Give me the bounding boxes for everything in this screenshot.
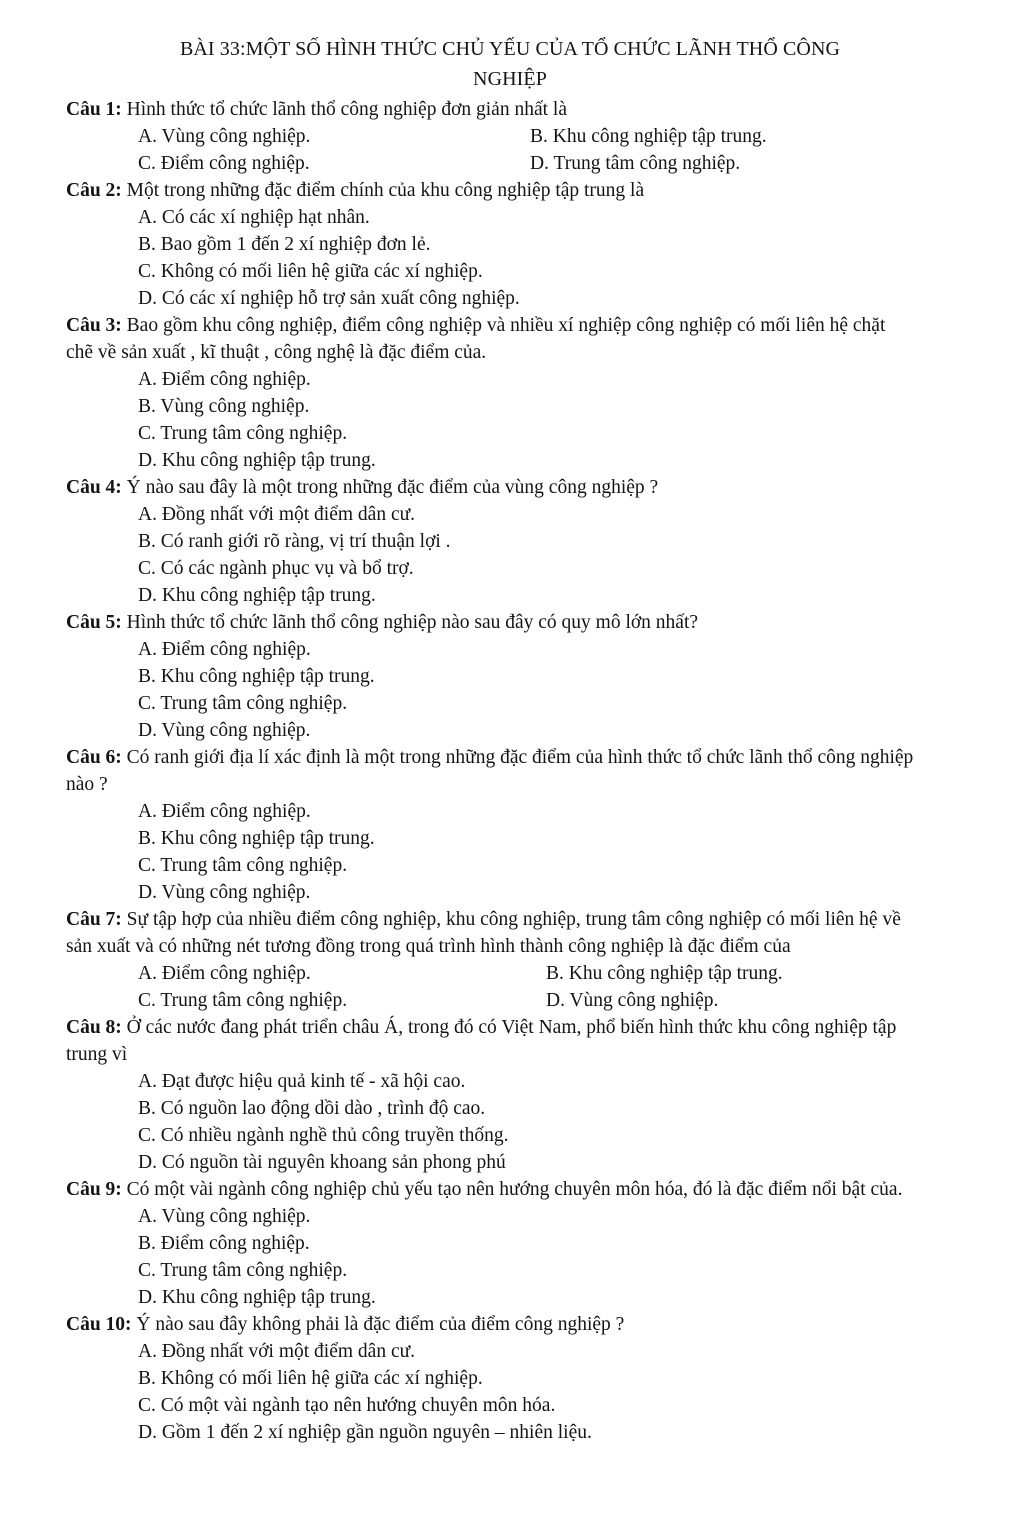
option-d: D. Vùng công nghiệp. — [138, 882, 311, 903]
question-label: Câu 3: — [66, 315, 122, 336]
option-b: B. Khu công nghiệp tập trung. — [546, 963, 783, 984]
option-a: A. Điểm công nghiệp. — [138, 639, 311, 660]
question-label: Câu 2: — [66, 180, 122, 201]
option-b: B. Có nguồn lao động dồi dào , trình độ cao. — [138, 1098, 486, 1119]
question-text: Hình thức tổ chức lãnh thổ công nghiệp nào sau đây có quy mô lớn nhất? — [121, 612, 699, 633]
option-c: C. Điểm công nghiệp. — [138, 153, 310, 174]
option-b: B. Khu công nghiệp tập trung. — [138, 666, 375, 687]
option-b: B. Điểm công nghiệp. — [138, 1233, 310, 1254]
option-b: B. Có ranh giới rõ ràng, vị trí thuận lợi . — [138, 531, 451, 552]
question-9 — [66, 1176, 914, 1311]
option-a: A. Đồng nhất với một điểm dân cư. — [138, 1341, 416, 1362]
question-text: Ý nào sau đây là một trong những đặc điểm của vùng công nghiệp ? — [121, 477, 659, 498]
option-b: B. Bao gồm 1 đến 2 xí nghiệp đơn lẻ. — [138, 234, 431, 255]
option-a: A. Điểm công nghiệp. — [138, 369, 311, 390]
question-stem — [66, 312, 914, 366]
question-stem — [66, 744, 914, 798]
question-3 — [66, 312, 914, 474]
option-c: C. Trung tâm công nghiệp. — [138, 1260, 348, 1281]
question-stem — [66, 96, 914, 123]
question-text: Sự tập hợp của nhiều điểm công nghiệp, khu công nghiệp, trung tâm công nghiệp có mối liên hệ về sản xuất và có những nét tương đồng trong quá trình hình thành công nghiệp là đặc điểm của — [66, 909, 901, 957]
question-stem — [66, 609, 914, 636]
option-d: D. Vùng công nghiệp. — [138, 720, 311, 741]
option-a: A. Vùng công nghiệp. — [138, 1206, 311, 1227]
question-text: Ở các nước đang phát triển châu Á, trong đó có Việt Nam, phổ biến hình thức khu công nghiệp tập trung vì — [66, 1017, 897, 1065]
option-c: C. Có nhiều ngành nghề thủ công truyền thống. — [138, 1125, 509, 1146]
question-stem — [66, 1014, 914, 1068]
question-2 — [66, 177, 914, 312]
option-d: D. Có nguồn tài nguyên khoang sản phong phú — [138, 1152, 506, 1173]
question-label: Câu 7: — [66, 909, 122, 930]
option-d: D. Vùng công nghiệp. — [546, 990, 719, 1011]
option-d: D. Gồm 1 đến 2 xí nghiệp gần nguồn nguyên – nhiên liệu. — [138, 1422, 592, 1443]
question-label: Câu 9: — [66, 1179, 122, 1200]
option-b: B. Không có mối liên hệ giữa các xí nghiệp. — [138, 1368, 483, 1389]
option-c: C. Trung tâm công nghiệp. — [138, 990, 348, 1011]
question-8 — [66, 1014, 914, 1176]
option-a: A. Điểm công nghiệp. — [138, 963, 311, 984]
option-a: A. Đồng nhất với một điểm dân cư. — [138, 504, 416, 525]
question-text: Có ranh giới địa lí xác định là một trong những đặc điểm của hình thức tổ chức lãnh thổ công nghiệp nào ? — [66, 747, 914, 795]
question-text: Có một vài ngành công nghiệp chủ yếu tạo nên hướng chuyên môn hóa, đó là đặc điểm nổi bật của. — [121, 1179, 903, 1200]
option-a: A. Vùng công nghiệp. — [138, 126, 311, 147]
option-d: D. Khu công nghiệp tập trung. — [138, 1287, 376, 1308]
question-7 — [66, 906, 914, 1014]
option-d: D. Trung tâm công nghiệp. — [530, 153, 741, 174]
question-label: Câu 1: — [66, 99, 122, 120]
question-stem — [66, 177, 914, 204]
option-c: C. Trung tâm công nghiệp. — [138, 855, 348, 876]
option-row — [66, 150, 914, 177]
option-b: B. Khu công nghiệp tập trung. — [530, 126, 767, 147]
question-label: Câu 8: — [66, 1017, 122, 1038]
option-c: C. Trung tâm công nghiệp. — [138, 423, 348, 444]
question-text: Hình thức tổ chức lãnh thổ công nghiệp đơn giản nhất là — [121, 99, 567, 120]
option-row — [66, 123, 914, 150]
title-line-2: NGHIỆP — [473, 68, 547, 90]
question-label: Câu 4: — [66, 477, 122, 498]
option-a: A. Điểm công nghiệp. — [138, 801, 311, 822]
question-text: Một trong những đặc điểm chính của khu công nghiệp tập trung là — [121, 180, 645, 201]
option-d: D. Khu công nghiệp tập trung. — [138, 450, 376, 471]
question-text: Ý nào sau đây không phải là đặc điểm của điểm công nghiệp ? — [131, 1314, 625, 1335]
question-1 — [66, 96, 914, 177]
option-b: B. Khu công nghiệp tập trung. — [138, 828, 375, 849]
question-stem — [66, 474, 914, 501]
option-c: C. Trung tâm công nghiệp. — [138, 693, 348, 714]
option-c: C. Có các ngành phục vụ và bổ trợ. — [138, 558, 414, 579]
option-d: D. Khu công nghiệp tập trung. — [138, 585, 376, 606]
option-d: D. Có các xí nghiệp hỗ trợ sản xuất công nghiệp. — [138, 288, 520, 309]
option-row — [66, 960, 914, 987]
question-label: Câu 6: — [66, 747, 122, 768]
option-row — [66, 987, 914, 1014]
question-label: Câu 10: — [66, 1314, 132, 1335]
question-text: Bao gồm khu công nghiệp, điểm công nghiệp và nhiều xí nghiệp công nghiệp có mối liên hệ chặt chẽ về sản xuất , kĩ thuật , công nghệ là đặc điểm của. — [66, 315, 886, 363]
question-10 — [66, 1311, 914, 1446]
question-stem — [66, 1311, 914, 1338]
option-c: C. Có một vài ngành tạo nên hướng chuyên môn hóa. — [138, 1395, 556, 1416]
option-a: A. Có các xí nghiệp hạt nhân. — [138, 207, 370, 228]
option-b: B. Vùng công nghiệp. — [138, 396, 310, 417]
page-title — [66, 34, 914, 94]
question-stem — [66, 906, 914, 960]
option-c: C. Không có mối liên hệ giữa các xí nghiệp. — [138, 261, 483, 282]
question-6 — [66, 744, 914, 906]
question-5 — [66, 609, 914, 744]
question-stem — [66, 1176, 914, 1203]
title-line-1: BÀI 33:MỘT SỐ HÌNH THỨC CHỦ YẾU CỦA TỔ CHỨC LÃNH THỔ CÔNG — [179, 38, 841, 60]
option-a: A. Đạt được hiệu quả kinh tế - xã hội cao. — [138, 1071, 466, 1092]
question-4 — [66, 474, 914, 609]
question-label: Câu 5: — [66, 612, 122, 633]
